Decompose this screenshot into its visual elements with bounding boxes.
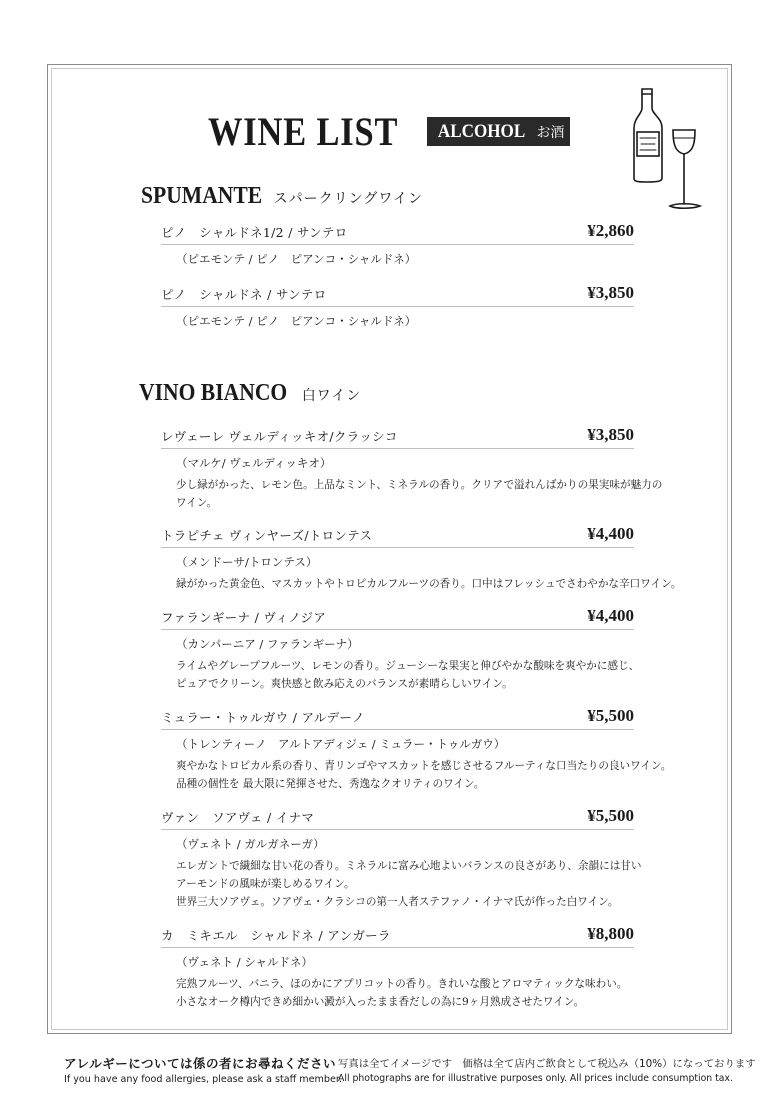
wine-item-header: [161, 925, 634, 948]
desc-line: 品種の個性を 最大限に発揮させた、秀逸なクオリティのワイン。: [176, 778, 485, 790]
wine-price: ¥4,400: [587, 606, 634, 625]
alcohol-badge: [427, 117, 570, 146]
wine-name: トラピチェ ヴィンヤーズ/トロンテス: [161, 528, 373, 543]
wine-name: ヴァン ソアヴェ / イナマ: [161, 810, 315, 825]
desc-line: 少し緑がかった、レモン色。上品なミント、ミネラルの香り。クリアで溢れんばかりの果実味が魅力の: [176, 479, 663, 491]
wine-item: [161, 606, 640, 693]
desc-line: 小さなオーク樽内できめ細かい澱が入ったまま香だしの為に9ヶ月熟成させたワイン。: [176, 996, 585, 1008]
section-title-jp: 白ワイン: [301, 389, 362, 404]
wine-name: ミュラー・トゥルガウ / アルデーノ: [161, 710, 365, 725]
wine-name: ピノ シャルドネ1/2 / サンテロ: [161, 225, 348, 240]
desc-line: 爽やかなトロピカル系の香り、青リンゴやマスカットを感じさせるフルーティな口当たりの良いワイン。: [176, 760, 672, 772]
wine-description: [176, 657, 640, 693]
section-title-en: SPUMANTE: [141, 183, 263, 209]
wine-region: （メンドーサ/トロンテス）: [176, 555, 318, 569]
wine-region: （ピエモンテ / ピノ ピアンコ・シャルドネ）: [176, 252, 417, 266]
wine-item: [161, 925, 634, 1011]
wine-name: ファランギーナ / ヴィノジア: [161, 610, 327, 625]
wine-region: （ピエモンテ / ピノ ピアンコ・シャルドネ）: [176, 314, 417, 328]
section-title-en: VINO BIANCO: [139, 380, 288, 406]
wine-name: レヴェーレ ヴェルディッキオ/クラッシコ: [161, 429, 398, 444]
desc-line: ライムやグレープフルーツ、レモンの香り。ジューシーな果実と伸びやかな酸味を爽やかに感じ、: [176, 660, 640, 672]
desc-line: 世界三大ソアヴェ。ソアヴェ・クラシコの第一人者ステファノ・イナマ氏が作った白ワイン。: [176, 896, 619, 908]
wine-price: ¥8,800: [587, 924, 634, 943]
wine-item-header: [161, 426, 634, 449]
section-title-jp: スパークリングワイン: [273, 192, 423, 207]
wine-item-header: [161, 607, 634, 630]
wine-price: ¥5,500: [587, 806, 634, 825]
badge-label-en: ALCOHOL: [437, 121, 525, 142]
wine-region: （マルケ/ ヴェルディッキオ）: [176, 456, 332, 470]
wine-item-header: [161, 525, 634, 548]
wine-bottle-glass-icon: [628, 86, 708, 214]
wine-description: [176, 476, 663, 512]
desc-line: 完熟フルーツ、バニラ、ほのかにアプリコットの香り。きれいな酸とアロマティックな味わい。: [176, 978, 628, 990]
section-spumante-title: [141, 184, 423, 208]
wine-region: （トレンティーノ アルトアディジェ / ミュラー・トゥルガウ）: [176, 737, 506, 751]
wine-item: [161, 284, 634, 329]
wine-price: ¥5,500: [587, 706, 634, 725]
wine-name: カ ミキエル シャルドネ / アンガーラ: [161, 928, 391, 943]
wine-region: （ヴェネト / シャルドネ）: [176, 955, 313, 969]
wine-name: ピノ シャルドネ / サンテロ: [161, 287, 327, 302]
price-notice-en: All photographs are for illustrative purposes only. All prices include consumption tax.: [338, 1073, 733, 1084]
section-bianco-title: [139, 381, 361, 405]
price-notice: [338, 1055, 756, 1084]
desc-line: アーモンドの風味が楽しめるワイン。: [176, 878, 355, 890]
wine-item-header: [161, 284, 634, 307]
wine-item: [161, 806, 642, 911]
wine-price: ¥4,400: [587, 524, 634, 543]
wine-item-header: [161, 222, 634, 245]
wine-price: ¥2,860: [587, 221, 634, 240]
allergy-notice-en: If you have any food allergies, please ask a staff member.: [64, 1074, 343, 1085]
allergy-notice-jp: アレルギーについては係の者にお尋ねください: [64, 1056, 336, 1071]
wine-item: [161, 524, 682, 593]
wine-region: （カンパーニア / ファランギーナ）: [176, 637, 359, 651]
wine-description: [176, 975, 634, 1011]
wine-price: ¥3,850: [587, 425, 634, 444]
desc-line: 緑がかった黄金色、マスカットやトロピカルフルーツの香り。口中はフレッシュでさわやかな辛口ワイン。: [176, 578, 682, 590]
wine-region: （ヴェネト / ガルガネーガ）: [176, 837, 325, 851]
desc-line: ピュアでクリーン。爽快感と飲み応えのバランスが素晴らしいワイン。: [176, 678, 513, 690]
wine-price: ¥3,850: [587, 283, 634, 302]
badge-label-jp: お酒: [536, 126, 565, 141]
wine-item: [161, 425, 663, 512]
wine-description: [176, 857, 642, 911]
wine-description: [176, 757, 672, 793]
wine-item-header: [161, 707, 634, 730]
wine-item: [161, 222, 634, 267]
desc-line: ワイン。: [176, 497, 218, 509]
page-title: WINE LIST: [208, 109, 399, 154]
wine-item: [161, 706, 672, 793]
price-notice-jp: 写真は全てイメージです 価格は全て店内ご飲食として税込み（10%）になっております: [338, 1058, 756, 1070]
wine-description: [176, 575, 682, 593]
wine-item-header: [161, 807, 634, 830]
desc-line: エレガントで繊細な甘い花の香り。ミネラルに富み心地よいバランスの良さがあり、余韻には甘い: [176, 860, 642, 872]
allergy-notice: [64, 1054, 342, 1085]
